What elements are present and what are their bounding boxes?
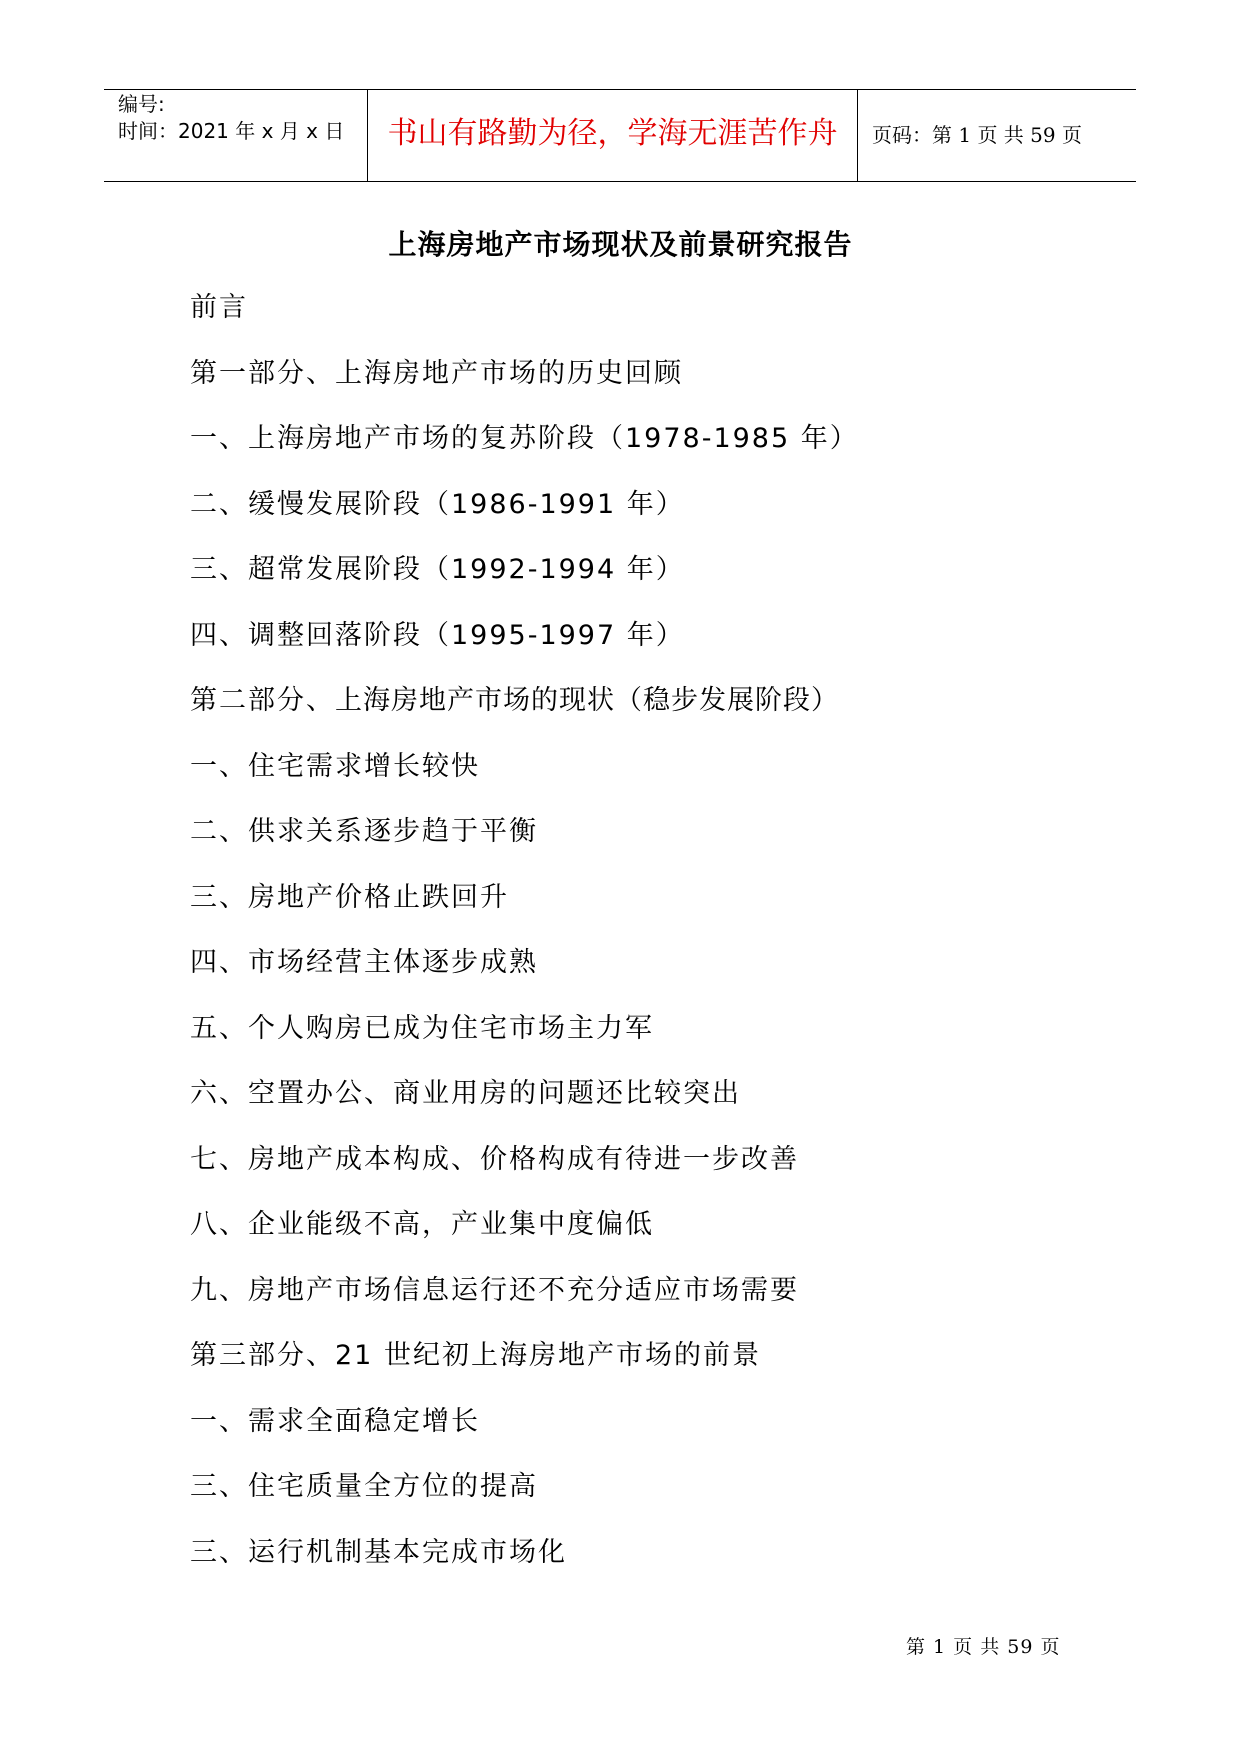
toc-item: 二、供求关系逐步趋于平衡 bbox=[190, 816, 538, 847]
header-motto: 书山有路勤为径，学海无涯苦作舟 bbox=[387, 116, 838, 151]
toc-item: 四、调整回落阶段（1995-1997 年） bbox=[190, 619, 685, 651]
toc-item: 三、住宅质量全方位的提高 bbox=[190, 1471, 538, 1502]
toc-item: 第三部分、21 世纪初上海房地产市场的前景 bbox=[190, 1340, 761, 1371]
toc-item: 三、运行机制基本完成市场化 bbox=[190, 1536, 567, 1568]
toc-item: 一、需求全面稳定增长 bbox=[190, 1405, 480, 1437]
document-header bbox=[104, 89, 1136, 182]
toc-item: 二、缓慢发展阶段（1986-1991 年） bbox=[190, 488, 685, 520]
document-date: 时间：2021 年 x 月 x 日 bbox=[118, 119, 345, 143]
table-of-contents bbox=[190, 290, 859, 1600]
toc-item: 第一部分、上海房地产市场的历史回顾 bbox=[190, 357, 683, 389]
header-page-info: 页码：第 1 页 共 59 页 bbox=[872, 123, 1082, 147]
document-number-label: 编号: bbox=[118, 92, 165, 116]
toc-item: 第二部分、上海房地产市场的现状（稳步发展阶段） bbox=[190, 685, 839, 716]
toc-item: 一、住宅需求增长较快 bbox=[190, 750, 480, 782]
header-meta-cell bbox=[104, 90, 368, 181]
header-motto-cell bbox=[368, 90, 858, 181]
header-page-cell bbox=[858, 90, 1136, 181]
document-title: 上海房地产市场现状及前景研究报告 bbox=[388, 228, 853, 261]
toc-item: 八、企业能级不高，产业集中度偏低 bbox=[190, 1209, 654, 1240]
toc-item: 前言 bbox=[190, 292, 248, 323]
toc-item: 一、上海房地产市场的复苏阶段（1978-1985 年） bbox=[190, 423, 859, 454]
toc-item: 三、房地产价格止跌回升 bbox=[190, 881, 509, 913]
toc-item: 九、房地产市场信息运行还不充分适应市场需要 bbox=[190, 1274, 799, 1306]
toc-item: 五、个人购房已成为住宅市场主力军 bbox=[190, 1012, 654, 1044]
toc-item: 四、市场经营主体逐步成熟 bbox=[190, 947, 538, 978]
toc-item: 三、超常发展阶段（1992-1994 年） bbox=[190, 554, 685, 585]
page-footer: 第 1 页 共 59 页 bbox=[906, 1636, 1061, 1658]
toc-item: 七、房地产成本构成、价格构成有待进一步改善 bbox=[190, 1143, 799, 1175]
toc-item: 六、空置办公、商业用房的问题还比较突出 bbox=[190, 1078, 741, 1109]
